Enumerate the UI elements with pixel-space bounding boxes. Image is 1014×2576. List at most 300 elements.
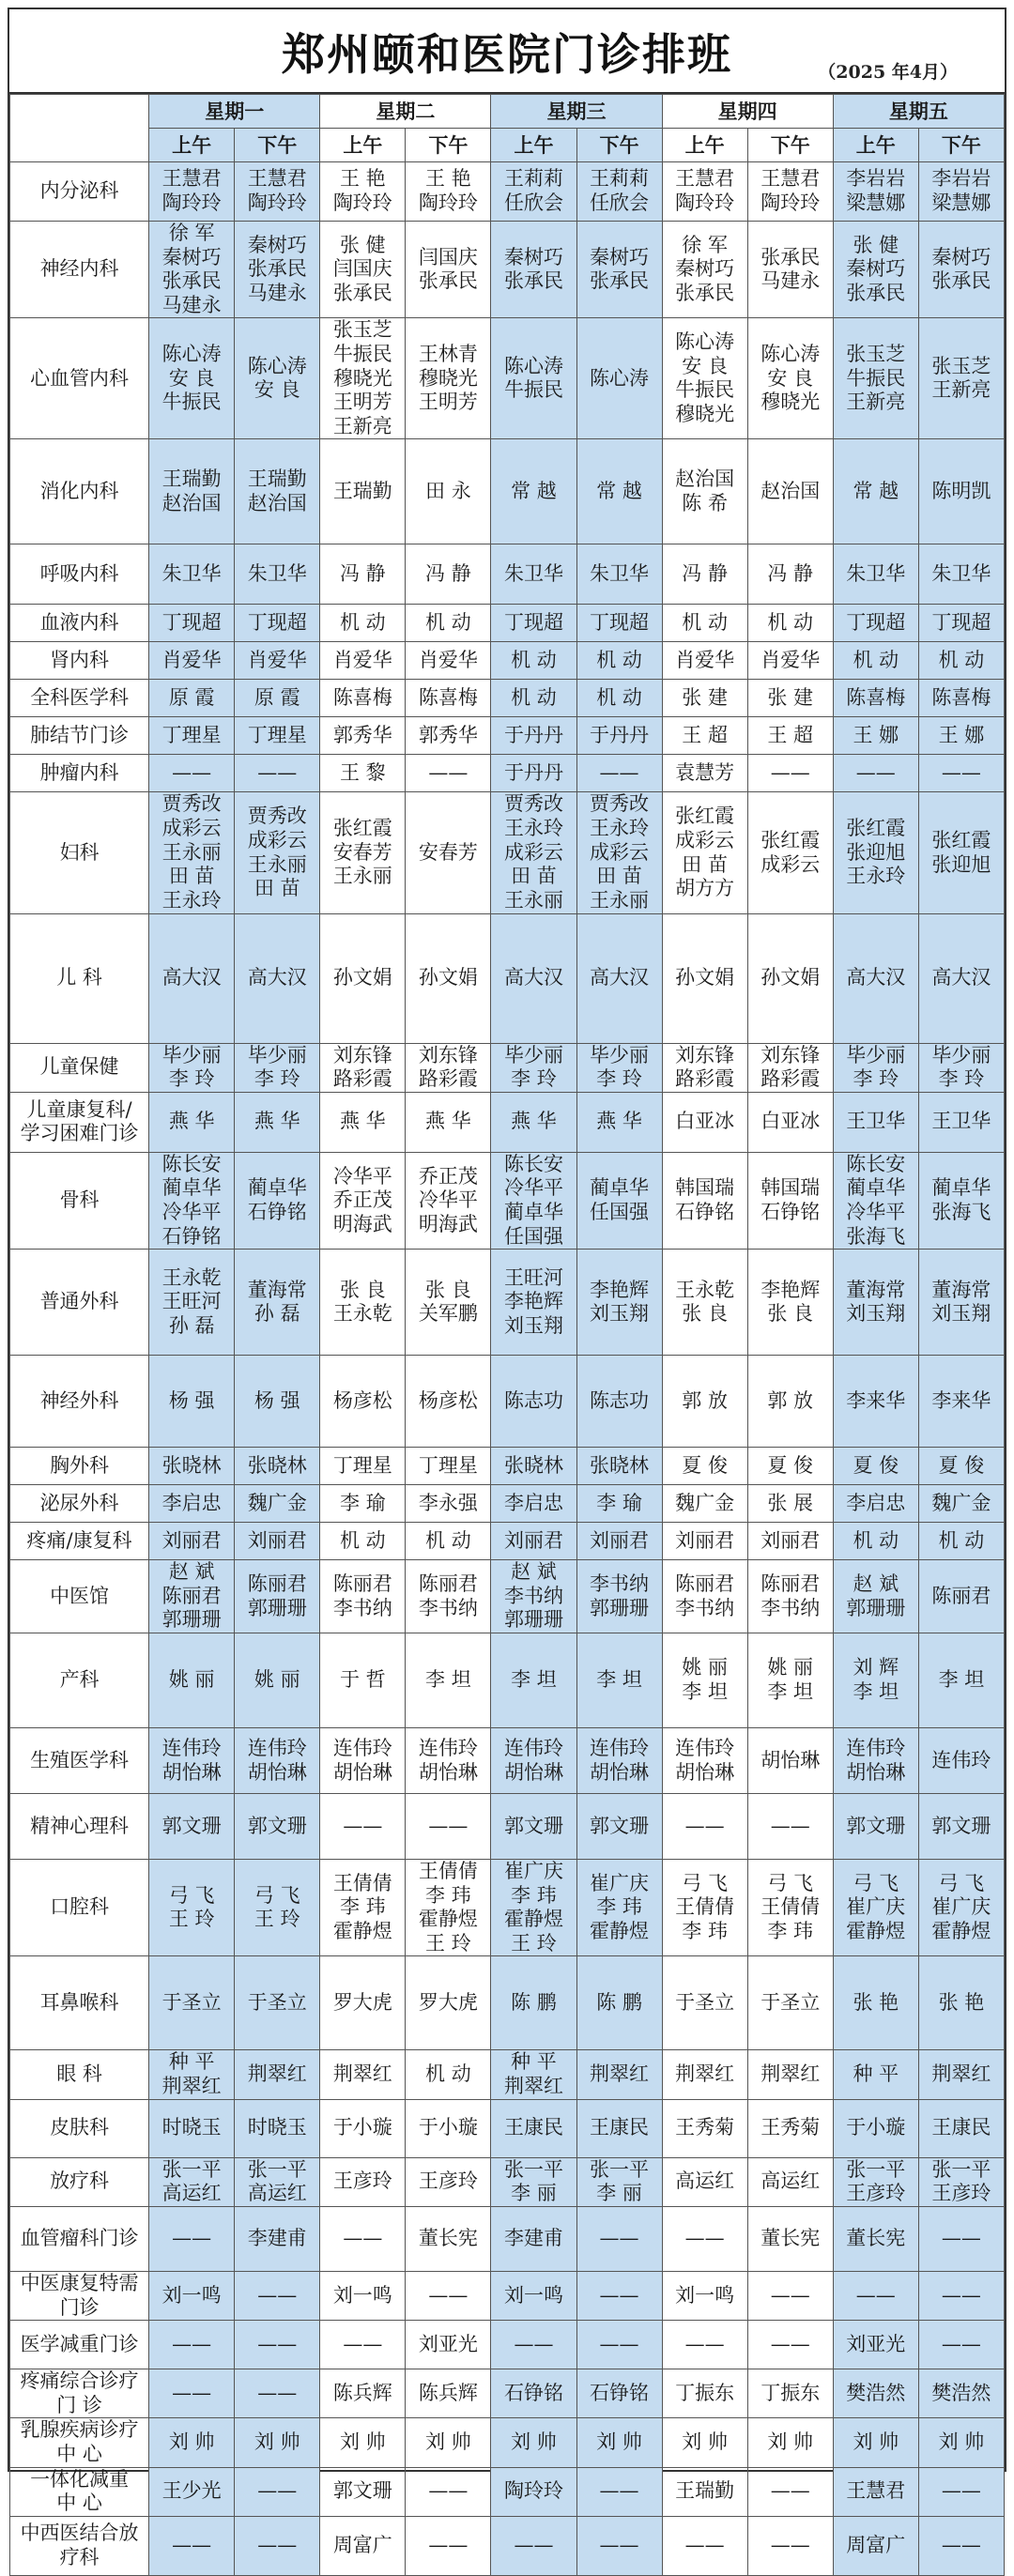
department-name: 产科 <box>10 1633 149 1728</box>
schedule-cell: 时晓玉 <box>235 2099 320 2157</box>
schedule-cell: —— <box>406 1794 491 1860</box>
schedule-cell: 常 越 <box>491 439 576 544</box>
schedule-cell: 孙文娟 <box>406 913 491 1043</box>
schedule-cell: 张 健 闫国庆 张承民 <box>320 222 406 318</box>
department-name: 医学减重门诊 <box>10 2321 149 2369</box>
schedule-cell: 陈心涛 安 良 穆晓光 <box>747 318 833 439</box>
day-header: 星期五 <box>833 95 1004 129</box>
schedule-cell: 夏 俊 <box>918 1448 1004 1485</box>
schedule-cell: 燕 华 <box>149 1092 235 1152</box>
table-row <box>10 1633 1005 1728</box>
schedule-cell: 周富广 <box>320 2516 406 2575</box>
schedule-cell: 王卫华 <box>918 1092 1004 1152</box>
schedule-cell: 连伟玲 胡怡琳 <box>833 1728 918 1794</box>
schedule-cell: 机 动 <box>491 680 576 717</box>
department-name: 消化内科 <box>10 439 149 544</box>
table-row <box>10 2206 1005 2271</box>
schedule-cell: 樊浩然 <box>918 2369 1004 2418</box>
period-header: 上午 <box>833 129 918 162</box>
schedule-cell: 张红霞 安春芳 王永丽 <box>320 792 406 913</box>
schedule-cell: —— <box>491 2516 576 2575</box>
schedule-cell: 刘东锋 路彩霞 <box>406 1043 491 1092</box>
schedule-cell: 连伟玲 胡怡琳 <box>320 1728 406 1794</box>
department-name: 全科医学科 <box>10 680 149 717</box>
schedule-cell: —— <box>918 755 1004 792</box>
schedule-cell: 燕 华 <box>491 1092 576 1152</box>
schedule-cell: 高大汉 <box>149 913 235 1043</box>
schedule-cell: 张晓林 <box>235 1448 320 1485</box>
schedule-cell: 张一平 高运红 <box>235 2157 320 2206</box>
schedule-cell: 王林青 穆晓光 王明芳 <box>406 318 491 439</box>
schedule-cell: 李来华 <box>833 1356 918 1448</box>
schedule-cell: —— <box>235 2271 320 2320</box>
schedule-cell: 魏广金 <box>918 1485 1004 1523</box>
schedule-cell: —— <box>149 2206 235 2271</box>
schedule-cell: 杨彦松 <box>320 1356 406 1448</box>
schedule-cell: —— <box>576 2516 662 2575</box>
schedule-cell: 朱卫华 <box>149 544 235 605</box>
schedule-cell: 郭文珊 <box>235 1794 320 1860</box>
schedule-cell: 刘 帅 <box>149 2418 235 2467</box>
schedule-cell: —— <box>235 2467 320 2516</box>
schedule-cell: —— <box>662 1794 747 1860</box>
schedule-cell: 郭秀华 <box>406 717 491 755</box>
schedule-cell: 于小璇 <box>406 2099 491 2157</box>
schedule-cell: 陈长安 蔺卓华 冷华平 石铮铭 <box>149 1152 235 1249</box>
table-row <box>10 1043 1005 1092</box>
day-header: 星期二 <box>320 95 491 129</box>
schedule-cell: 种 平 <box>833 2050 918 2099</box>
schedule-cell: 李建甫 <box>491 2206 576 2271</box>
schedule-cell: 丁理星 <box>320 1448 406 1485</box>
table-row <box>10 2516 1005 2575</box>
table-row <box>10 2050 1005 2099</box>
table-row <box>10 162 1005 222</box>
department-name: 耳鼻喉科 <box>10 1956 149 2050</box>
schedule-cell: 王旺河 李艳辉 刘玉翔 <box>491 1250 576 1356</box>
schedule-cell: 毕少丽 李 玲 <box>491 1043 576 1092</box>
schedule-cell: 燕 华 <box>320 1092 406 1152</box>
schedule-cell: 弓 飞 王 玲 <box>235 1860 320 1956</box>
schedule-cell: 陈丽君 郭珊珊 <box>235 1560 320 1633</box>
schedule-cell: 荆翠红 <box>662 2050 747 2099</box>
schedule-cell: 郭文珊 <box>320 2467 406 2516</box>
schedule-cell: 机 动 <box>662 605 747 642</box>
schedule-cell: 刘 帅 <box>491 2418 576 2467</box>
table-row <box>10 2467 1005 2516</box>
schedule-cell: 王慧君 陶玲玲 <box>235 162 320 222</box>
schedule-cell: —— <box>918 2516 1004 2575</box>
table-row <box>10 2321 1005 2369</box>
schedule-cell: 杨彦松 <box>406 1356 491 1448</box>
schedule-cell: 姚 丽 <box>235 1633 320 1728</box>
schedule-cell: 蔺卓华 石铮铭 <box>235 1152 320 1249</box>
schedule-cell: —— <box>406 2467 491 2516</box>
schedule-cell: 刘亚光 <box>833 2321 918 2369</box>
schedule-cell: 机 动 <box>406 605 491 642</box>
schedule-cell: 肖爱华 <box>662 642 747 680</box>
schedule-cell: 于 哲 <box>320 1633 406 1728</box>
schedule-cell: 郭 放 <box>747 1356 833 1448</box>
schedule-cell: 于圣立 <box>149 1956 235 2050</box>
schedule-cell: 王瑞勤 <box>320 439 406 544</box>
schedule-cell: 肖爱华 <box>235 642 320 680</box>
table-row <box>10 544 1005 605</box>
schedule-cell: —— <box>747 2467 833 2516</box>
schedule-cell: 于小璇 <box>833 2099 918 2157</box>
schedule-cell: 徐 军 秦树巧 张承民 <box>662 222 747 318</box>
schedule-cell: 刘东锋 路彩霞 <box>662 1043 747 1092</box>
schedule-cell: 王慧君 <box>833 2467 918 2516</box>
table-row <box>10 913 1005 1043</box>
schedule-cell: 张一平 李 丽 <box>491 2157 576 2206</box>
schedule-cell: 秦树巧 张承民 马建永 <box>235 222 320 318</box>
schedule-cell: 刘一鸣 <box>662 2271 747 2320</box>
schedule-cell: 于圣立 <box>662 1956 747 2050</box>
schedule-cell: 丁现超 <box>576 605 662 642</box>
schedule-cell: 崔广庆 李 玮 霍静煜 <box>576 1860 662 1956</box>
schedule-cell: 李 坦 <box>491 1633 576 1728</box>
schedule-cell: 荆翠红 <box>918 2050 1004 2099</box>
department-name: 疼痛综合诊疗 门 诊 <box>10 2369 149 2418</box>
schedule-cell: 原 霞 <box>149 680 235 717</box>
department-name: 生殖医学科 <box>10 1728 149 1794</box>
schedule-cell: —— <box>235 2321 320 2369</box>
department-name: 儿童保健 <box>10 1043 149 1092</box>
schedule-cell: —— <box>747 755 833 792</box>
schedule-cell: 李岩岩 梁慧娜 <box>918 162 1004 222</box>
schedule-cell: —— <box>747 2321 833 2369</box>
department-name: 肾内科 <box>10 642 149 680</box>
table-row <box>10 1523 1005 1560</box>
schedule-cell: 刘一鸣 <box>320 2271 406 2320</box>
schedule-cell: 陈志功 <box>491 1356 576 1448</box>
schedule-cell: 王倩倩 李 玮 霍静煜 <box>320 1860 406 1956</box>
table-row <box>10 2369 1005 2418</box>
department-name: 乳腺疾病诊疗 中 心 <box>10 2418 149 2467</box>
department-name: 皮肤科 <box>10 2099 149 2157</box>
schedule-cell: —— <box>149 2369 235 2418</box>
department-name: 口腔科 <box>10 1860 149 1956</box>
schedule-cell: 贾秀改 成彩云 王永丽 田 苗 <box>235 792 320 913</box>
schedule-cell: 陈心涛 安 良 牛振民 穆晓光 <box>662 318 747 439</box>
schedule-cell: 冯 静 <box>662 544 747 605</box>
schedule-cell: —— <box>235 755 320 792</box>
schedule-cell: 陈心涛 牛振民 <box>491 318 576 439</box>
table-row <box>10 1356 1005 1448</box>
schedule-cell: 朱卫华 <box>576 544 662 605</box>
schedule-cell: 王瑞勤 赵治国 <box>235 439 320 544</box>
schedule-cell: 王秀菊 <box>662 2099 747 2157</box>
schedule-cell: 丁振东 <box>747 2369 833 2418</box>
schedule-cell: 崔广庆 李 玮 霍静煜 王 玲 <box>491 1860 576 1956</box>
schedule-cell: 蔺卓华 张海飞 <box>918 1152 1004 1249</box>
department-name: 内分泌科 <box>10 162 149 222</box>
schedule-cell: 荆翠红 <box>747 2050 833 2099</box>
table-row <box>10 755 1005 792</box>
schedule-cell: 贾秀改 王永玲 成彩云 田 苗 王永丽 <box>576 792 662 913</box>
schedule-cell: 张红霞 张迎旭 王永玲 <box>833 792 918 913</box>
schedule-cell: 陈长安 蔺卓华 冷华平 张海飞 <box>833 1152 918 1249</box>
table-row <box>10 605 1005 642</box>
day-header-row <box>10 95 1005 129</box>
schedule-cell: 秦树巧 张承民 <box>576 222 662 318</box>
table-row <box>10 1092 1005 1152</box>
schedule-cell: 机 动 <box>918 1523 1004 1560</box>
schedule-cell: 郭秀华 <box>320 717 406 755</box>
schedule-cell: 冯 静 <box>406 544 491 605</box>
schedule-cell: 董海常 孙 磊 <box>235 1250 320 1356</box>
table-row <box>10 1956 1005 2050</box>
period-header-row <box>10 129 1005 162</box>
schedule-cell: 王卫华 <box>833 1092 918 1152</box>
schedule-cell: —— <box>406 2516 491 2575</box>
schedule-cell: 杨 强 <box>235 1356 320 1448</box>
schedule-cell: 李启忠 <box>149 1485 235 1523</box>
schedule-cell: 刘 帅 <box>576 2418 662 2467</box>
schedule-cell: 董长宪 <box>747 2206 833 2271</box>
schedule-cell: 弓 飞 王倩倩 李 玮 <box>662 1860 747 1956</box>
schedule-cell: 周富广 <box>833 2516 918 2575</box>
schedule-cell: 王瑞勤 赵治国 <box>149 439 235 544</box>
department-name: 放疗科 <box>10 2157 149 2206</box>
schedule-cell: 董长宪 <box>406 2206 491 2271</box>
schedule-cell: 杨 强 <box>149 1356 235 1448</box>
schedule-cell: 袁慧芳 <box>662 755 747 792</box>
department-name: 神经内科 <box>10 222 149 318</box>
table-row <box>10 1485 1005 1523</box>
schedule-cell: 张红霞 张迎旭 <box>918 792 1004 913</box>
schedule-cell: —— <box>235 2369 320 2418</box>
schedule-cell: —— <box>747 2516 833 2575</box>
schedule-cell: 徐 军 秦树巧 张承民 马建永 <box>149 222 235 318</box>
day-header: 星期三 <box>491 95 662 129</box>
schedule-cell: 陶玲玲 <box>491 2467 576 2516</box>
schedule-cell: 王少光 <box>149 2467 235 2516</box>
schedule-cell: 机 动 <box>576 642 662 680</box>
schedule-cell: 张 展 <box>747 1485 833 1523</box>
schedule-cell: —— <box>918 2271 1004 2320</box>
schedule-cell: 刘东锋 路彩霞 <box>747 1043 833 1092</box>
department-name: 泌尿外科 <box>10 1485 149 1523</box>
title-row <box>9 9 1005 94</box>
period-header: 上午 <box>662 129 747 162</box>
period-header: 下午 <box>747 129 833 162</box>
schedule-cell: 樊浩然 <box>833 2369 918 2418</box>
schedule-cell: 刘丽君 <box>491 1523 576 1560</box>
schedule-cell: 陈明凯 <box>918 439 1004 544</box>
schedule-cell: 王莉莉 任欣会 <box>576 162 662 222</box>
schedule-cell: 王倩倩 李 玮 霍静煜 王 玲 <box>406 1860 491 1956</box>
schedule-cell: 机 动 <box>576 680 662 717</box>
schedule-cell: 陈喜梅 <box>406 680 491 717</box>
schedule-cell: —— <box>662 2206 747 2271</box>
schedule-cell: 李 瑜 <box>320 1485 406 1523</box>
schedule-cell: 张晓林 <box>576 1448 662 1485</box>
schedule-cell: 刘丽君 <box>149 1523 235 1560</box>
schedule-cell: 丁现超 <box>491 605 576 642</box>
schedule-cell: 张承民 马建永 <box>747 222 833 318</box>
schedule-cell: 刘东锋 路彩霞 <box>320 1043 406 1092</box>
schedule-cell: 刘 帅 <box>406 2418 491 2467</box>
period-header: 下午 <box>576 129 662 162</box>
table-row <box>10 439 1005 544</box>
schedule-cell: 高大汉 <box>576 913 662 1043</box>
schedule-cell: 高运红 <box>747 2157 833 2206</box>
schedule-cell: 丁理星 <box>235 717 320 755</box>
department-name: 中西医结合放 疗科 <box>10 2516 149 2575</box>
schedule-cell: 李永强 <box>406 1485 491 1523</box>
schedule-cell: 种 平 荆翠红 <box>491 2050 576 2099</box>
schedule-cell: —— <box>576 2206 662 2271</box>
schedule-cell: 陈喜梅 <box>918 680 1004 717</box>
table-row <box>10 1860 1005 1956</box>
schedule-cell: 孙文娟 <box>662 913 747 1043</box>
schedule-cell: 李 坦 <box>576 1633 662 1728</box>
schedule-cell: 冯 静 <box>320 544 406 605</box>
schedule-cell: 连伟玲 胡怡琳 <box>149 1728 235 1794</box>
schedule-cell: 时晓玉 <box>149 2099 235 2157</box>
schedule-cell: 孙文娟 <box>320 913 406 1043</box>
department-name: 肺结节门诊 <box>10 717 149 755</box>
schedule-cell: 肖爱华 <box>747 642 833 680</box>
schedule-table <box>9 94 1005 2576</box>
schedule-cell: 王 艳 陶玲玲 <box>406 162 491 222</box>
table-row <box>10 1728 1005 1794</box>
schedule-cell: 毕少丽 李 玲 <box>576 1043 662 1092</box>
schedule-cell: —— <box>747 1794 833 1860</box>
department-name: 血液内科 <box>10 605 149 642</box>
schedule-cell: 肖爱华 <box>406 642 491 680</box>
schedule-cell: 赵 斌 陈丽君 郭珊珊 <box>149 1560 235 1633</box>
department-name: 肿瘤内科 <box>10 755 149 792</box>
schedule-cell: 张 健 秦树巧 张承民 <box>833 222 918 318</box>
corner-cell <box>10 95 149 162</box>
schedule-cell: 王 艳 陶玲玲 <box>320 162 406 222</box>
schedule-cell: 于丹丹 <box>576 717 662 755</box>
schedule-cell: 王 娜 <box>833 717 918 755</box>
schedule-cell: 丁现超 <box>149 605 235 642</box>
table-row <box>10 1794 1005 1860</box>
schedule-cell: 王慧君 陶玲玲 <box>747 162 833 222</box>
table-row <box>10 1250 1005 1356</box>
period-header: 下午 <box>406 129 491 162</box>
schedule-cell: 李启忠 <box>491 1485 576 1523</box>
schedule-cell: 机 动 <box>491 642 576 680</box>
schedule-cell: 白亚冰 <box>662 1092 747 1152</box>
schedule-cell: 刘 帅 <box>918 2418 1004 2467</box>
page-subtitle: （2025 年4月） <box>818 62 958 83</box>
table-row <box>10 1448 1005 1485</box>
schedule-cell: 丁现超 <box>833 605 918 642</box>
schedule-cell: —— <box>833 2271 918 2320</box>
department-name: 骨科 <box>10 1152 149 1249</box>
schedule-cell: 张玉芝 牛振民 王新亮 <box>833 318 918 439</box>
schedule-cell: 韩国瑞 石铮铭 <box>662 1152 747 1249</box>
schedule-cell: 张 艳 <box>833 1956 918 2050</box>
day-header: 星期一 <box>149 95 320 129</box>
table-row <box>10 680 1005 717</box>
schedule-cell: 李岩岩 梁慧娜 <box>833 162 918 222</box>
schedule-cell: 常 越 <box>833 439 918 544</box>
department-name: 精神心理科 <box>10 1794 149 1860</box>
schedule-cell: 张玉芝 牛振民 穆晓光 王明芳 王新亮 <box>320 318 406 439</box>
schedule-cell: 陈心涛 安 良 <box>235 318 320 439</box>
schedule-cell: 刘亚光 <box>406 2321 491 2369</box>
schedule-cell: 李 瑜 <box>576 1485 662 1523</box>
schedule-cell: 荆翠红 <box>235 2050 320 2099</box>
table-row <box>10 2157 1005 2206</box>
schedule-cell: 李 坦 <box>406 1633 491 1728</box>
schedule-cell: 荆翠红 <box>320 2050 406 2099</box>
department-name: 心血管内科 <box>10 318 149 439</box>
schedule-cell: 张 建 <box>662 680 747 717</box>
schedule-cell: 机 动 <box>406 1523 491 1560</box>
schedule-cell: 王秀菊 <box>747 2099 833 2157</box>
schedule-cell: 罗大虎 <box>406 1956 491 2050</box>
department-name: 神经外科 <box>10 1356 149 1448</box>
schedule-cell: —— <box>576 755 662 792</box>
schedule-cell: 韩国瑞 石铮铭 <box>747 1152 833 1249</box>
schedule-cell: 王康民 <box>491 2099 576 2157</box>
schedule-cell: 陈志功 <box>576 1356 662 1448</box>
schedule-cell: 陈兵辉 <box>406 2369 491 2418</box>
schedule-cell: —— <box>235 2516 320 2575</box>
schedule-cell: 刘 帅 <box>235 2418 320 2467</box>
department-name: 眼 科 <box>10 2050 149 2099</box>
table-row <box>10 2418 1005 2467</box>
schedule-cell: 陈兵辉 <box>320 2369 406 2418</box>
schedule-cell: —— <box>662 2516 747 2575</box>
table-row <box>10 2271 1005 2320</box>
schedule-cell: 郭文珊 <box>576 1794 662 1860</box>
schedule-cell: 贾秀改 成彩云 王永丽 田 苗 王永玲 <box>149 792 235 913</box>
schedule-cell: 连伟玲 <box>918 1728 1004 1794</box>
schedule-cell: 机 动 <box>918 642 1004 680</box>
schedule-cell: 刘 辉 李 坦 <box>833 1633 918 1728</box>
schedule-cell: 陈心涛 <box>576 318 662 439</box>
schedule-cell: 乔正茂 冷华平 明海武 <box>406 1152 491 1249</box>
schedule-cell: 弓 飞 王倩倩 李 玮 <box>747 1860 833 1956</box>
department-name: 胸外科 <box>10 1448 149 1485</box>
schedule-cell: 机 动 <box>833 642 918 680</box>
schedule-cell: 李启忠 <box>833 1485 918 1523</box>
schedule-cell: —— <box>662 2321 747 2369</box>
schedule-cell: 秦树巧 张承民 <box>918 222 1004 318</box>
schedule-cell: 弓 飞 崔广庆 霍静煜 <box>833 1860 918 1956</box>
schedule-cell: 王慧君 陶玲玲 <box>662 162 747 222</box>
schedule-cell: 胡怡琳 <box>747 1728 833 1794</box>
schedule-cell: 张一平 王彦玲 <box>918 2157 1004 2206</box>
schedule-cell: 王彦玲 <box>320 2157 406 2206</box>
schedule-cell: 张晓林 <box>149 1448 235 1485</box>
schedule-cell: 毕少丽 李 玲 <box>235 1043 320 1092</box>
schedule-cell: 刘一鸣 <box>149 2271 235 2320</box>
schedule-cell: 燕 华 <box>235 1092 320 1152</box>
department-name: 中医馆 <box>10 1560 149 1633</box>
schedule-cell: 王永乾 王旺河 孙 磊 <box>149 1250 235 1356</box>
schedule-cell: 原 霞 <box>235 680 320 717</box>
schedule-cell: 张晓林 <box>491 1448 576 1485</box>
schedule-cell: 赵 斌 郭珊珊 <box>833 1560 918 1633</box>
schedule-cell: 高大汉 <box>491 913 576 1043</box>
schedule-cell: 刘 帅 <box>747 2418 833 2467</box>
schedule-cell: 荆翠红 <box>576 2050 662 2099</box>
department-name: 儿童康复科/ 学习困难门诊 <box>10 1092 149 1152</box>
schedule-cell: 张 良 关军鹏 <box>406 1250 491 1356</box>
schedule-cell: 张 良 王永乾 <box>320 1250 406 1356</box>
schedule-cell: 夏 俊 <box>747 1448 833 1485</box>
